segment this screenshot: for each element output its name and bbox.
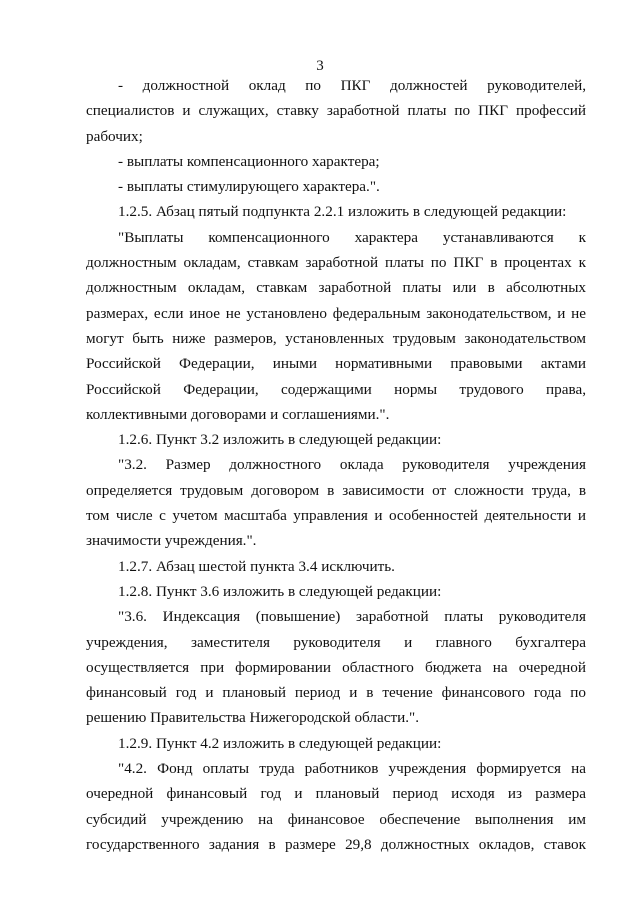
quoted-text-line: "3.6. Индексация (повышение) заработной платы руководителя bbox=[118, 608, 586, 626]
quoted-text-line: значимости учреждения.". bbox=[86, 532, 257, 550]
quoted-text-line: государственного задания в размере 29,8 должностных окладов, ставок bbox=[86, 835, 586, 853]
quoted-text-line: должностным окладам, ставкам заработной платы по ПКГ в процентах к bbox=[86, 254, 586, 272]
quoted-text-line: коллективными договорами и соглашениями.". bbox=[86, 405, 390, 423]
page-number: 3 bbox=[316, 58, 324, 74]
quoted-text-line: том числе с учетом масштаба управления и особенностей деятельности и bbox=[86, 507, 586, 525]
quoted-text-line: финансовый год и плановый период и в течение финансового года по bbox=[86, 684, 586, 702]
quoted-text-line: должностным окладам, ставкам заработной платы или в абсолютных bbox=[86, 279, 586, 297]
text-line: специалистов и служащих, ставку заработной платы по ПКГ профессий bbox=[86, 102, 586, 120]
text-line: - должностной оклад по ПКГ должностей руководителей, bbox=[118, 77, 586, 94]
text-line: - выплаты стимулирующего характера.". bbox=[118, 178, 380, 196]
quoted-text-line: могут быть ниже размеров, установленных трудовым законодательством bbox=[86, 329, 586, 347]
quoted-text-line: Российской Федерации, иными нормативными правовыми актами bbox=[86, 355, 586, 373]
quoted-text-line: определяется трудовым договором в зависимости от сложности труда, в bbox=[86, 481, 586, 499]
quoted-text-line: осуществляется при формировании областного бюджета на очередной bbox=[86, 658, 586, 676]
quoted-text-line: учреждения, заместителя руководителя и главного бухгалтера bbox=[86, 633, 586, 651]
text-line: рабочих; bbox=[86, 127, 143, 145]
quoted-text-line: "Выплаты компенсационного характера устанавливаются к bbox=[118, 228, 586, 246]
clause-heading: 1.2.8. Пункт 3.6 изложить в следующей редакции: bbox=[118, 582, 442, 600]
clause-heading: 1.2.6. Пункт 3.2 изложить в следующей редакции: bbox=[118, 431, 442, 449]
quoted-text-line: субсидий учреждению на финансовое обеспечение выполнения им bbox=[86, 810, 586, 828]
quoted-text-line: Российской Федерации, содержащими нормы трудового права, bbox=[86, 380, 586, 398]
quoted-text-line: "3.2. Размер должностного оклада руководителя учреждения bbox=[118, 456, 586, 474]
clause-heading: 1.2.5. Абзац пятый подпункта 2.2.1 изложить в следующей редакции: bbox=[118, 203, 567, 221]
clause-heading: 1.2.7. Абзац шестой пункта 3.4 исключить. bbox=[118, 557, 395, 575]
clause-heading: 1.2.9. Пункт 4.2 изложить в следующей редакции: bbox=[118, 734, 442, 752]
quoted-text-line: решению Правительства Нижегородской области.". bbox=[86, 709, 420, 727]
text-line: - выплаты компенсационного характера; bbox=[118, 152, 380, 170]
quoted-text-line: размерах, если иное не установлено федеральным законодательством, и не bbox=[86, 304, 586, 322]
quoted-text-line: "4.2. Фонд оплаты труда работников учреждения формируется на bbox=[118, 760, 586, 778]
document-body bbox=[86, 73, 586, 857]
quoted-text-line: очередной финансовый год и плановый период исходя из размера bbox=[86, 785, 586, 803]
